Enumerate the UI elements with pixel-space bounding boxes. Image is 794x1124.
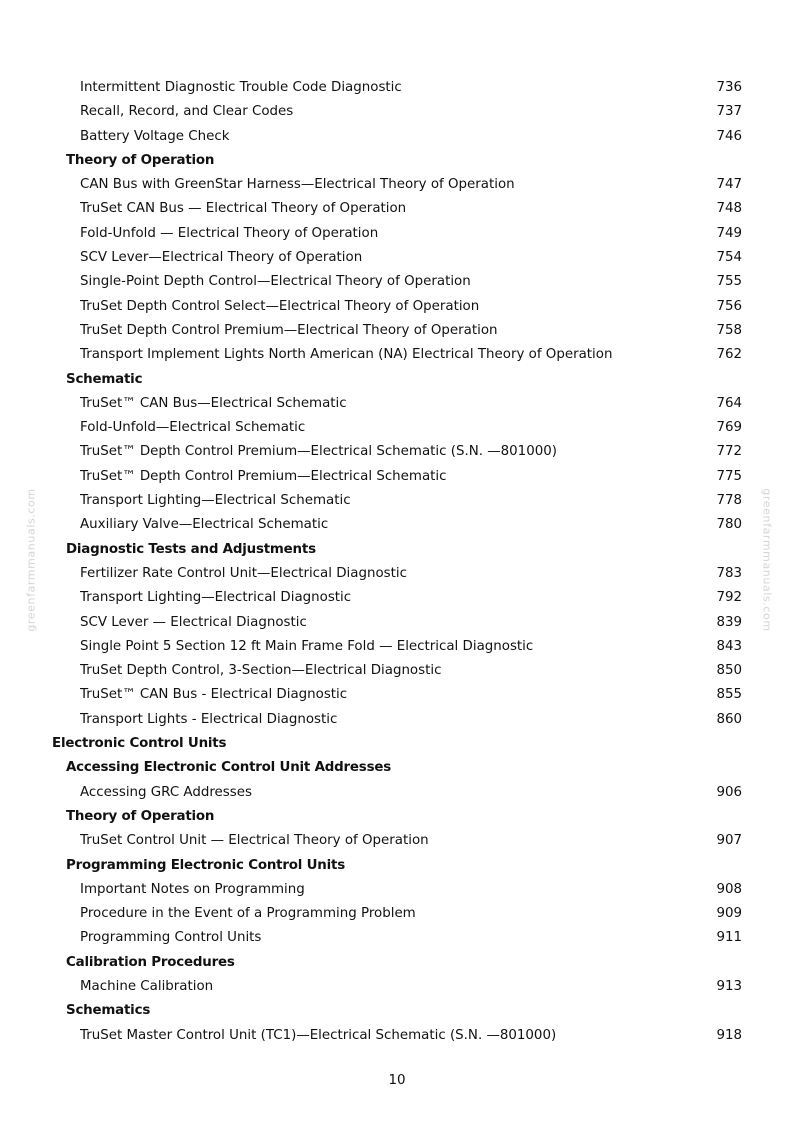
- toc-entry-page: 737: [716, 104, 742, 120]
- watermark-right: greenfarmmanuals.com: [760, 488, 774, 632]
- toc-entry[interactable]: [0, 222, 794, 246]
- toc-entry[interactable]: [0, 416, 794, 440]
- page-number: 10: [388, 1073, 406, 1088]
- toc-entry-page: 855: [716, 687, 742, 703]
- toc-entry-page: 772: [716, 444, 742, 460]
- toc-section-heading[interactable]: [0, 538, 794, 562]
- toc-entry[interactable]: [0, 586, 794, 610]
- toc-entry-title: Schematic: [66, 371, 143, 387]
- toc-entry-page: 911: [716, 930, 742, 946]
- toc-entry-title: SCV Lever — Electrical Diagnostic: [80, 614, 307, 630]
- toc-entry-page: 756: [716, 298, 742, 314]
- toc-entry[interactable]: [0, 489, 794, 513]
- toc-entry-title: TruSet Depth Control Select—Electrical Theory of Operation: [80, 298, 480, 314]
- toc-entry-title: Recall, Record, and Clear Codes: [80, 104, 294, 120]
- toc-entry[interactable]: [0, 781, 794, 805]
- toc-entry-title: Important Notes on Programming: [80, 881, 305, 897]
- toc-entry[interactable]: [0, 562, 794, 586]
- toc-entry-page: 754: [716, 250, 742, 266]
- toc-entry-title: Calibration Procedures: [66, 954, 235, 970]
- toc-entry-title: Transport Lighting—Electrical Schematic: [80, 493, 351, 509]
- toc-entry-title: Single Point 5 Section 12 ft Main Frame Fold — Electrical Diagnostic: [80, 638, 534, 654]
- toc-entry[interactable]: [0, 683, 794, 707]
- toc-entry[interactable]: [0, 76, 794, 100]
- toc-section-heading[interactable]: [0, 732, 794, 756]
- toc-entry-title: TruSet Depth Control Premium—Electrical Theory of Operation: [80, 322, 498, 338]
- toc-entry[interactable]: [0, 926, 794, 950]
- toc-entry-title: Fold-Unfold—Electrical Schematic: [80, 420, 306, 436]
- toc-entry-page: 758: [716, 322, 742, 338]
- toc-entry-page: 850: [716, 663, 742, 679]
- toc-entry[interactable]: [0, 319, 794, 343]
- toc-entry-title: Theory of Operation: [66, 152, 215, 168]
- toc-entry[interactable]: [0, 513, 794, 537]
- toc-entry-page: 748: [716, 201, 742, 217]
- toc-entry[interactable]: [0, 1024, 794, 1048]
- table-of-contents: [0, 76, 794, 1048]
- toc-entry-page: 918: [716, 1027, 742, 1043]
- toc-entry-title: TruSet Control Unit — Electrical Theory of Operation: [80, 833, 429, 849]
- toc-entry[interactable]: [0, 975, 794, 999]
- toc-entry-title: TruSet™ CAN Bus—Electrical Schematic: [80, 395, 347, 411]
- toc-entry[interactable]: [0, 465, 794, 489]
- toc-entry-title: Transport Implement Lights North American (NA) Electrical Theory of Operation: [80, 347, 613, 363]
- toc-section-heading[interactable]: [0, 368, 794, 392]
- toc-entry-title: Auxiliary Valve—Electrical Schematic: [80, 517, 329, 533]
- toc-entry[interactable]: [0, 270, 794, 294]
- toc-entry-title: Electronic Control Units: [52, 736, 227, 752]
- toc-entry-title: TruSet CAN Bus — Electrical Theory of Operation: [80, 201, 407, 217]
- toc-entry-page: 843: [716, 638, 742, 654]
- toc-entry-title: Diagnostic Tests and Adjustments: [66, 541, 316, 557]
- toc-entry[interactable]: [0, 878, 794, 902]
- toc-entry-title: Theory of Operation: [66, 808, 215, 824]
- toc-entry-title: Schematics: [66, 1003, 151, 1019]
- toc-entry[interactable]: [0, 611, 794, 635]
- toc-entry[interactable]: [0, 902, 794, 926]
- toc-entry-page: 908: [716, 881, 742, 897]
- toc-entry-title: SCV Lever—Electrical Theory of Operation: [80, 250, 363, 266]
- toc-entry-title: Machine Calibration: [80, 978, 214, 994]
- toc-section-heading[interactable]: [0, 805, 794, 829]
- toc-entry-page: 764: [716, 395, 742, 411]
- toc-entry[interactable]: [0, 659, 794, 683]
- toc-entry-title: Fertilizer Rate Control Unit—Electrical Diagnostic: [80, 565, 407, 581]
- toc-section-heading[interactable]: [0, 951, 794, 975]
- toc-entry-page: 909: [716, 906, 742, 922]
- toc-entry[interactable]: [0, 392, 794, 416]
- toc-entry-title: Single-Point Depth Control—Electrical Theory of Operation: [80, 274, 471, 290]
- toc-entry-title: TruSet™ Depth Control Premium—Electrical Schematic: [80, 468, 447, 484]
- toc-entry-title: Programming Control Units: [80, 930, 262, 946]
- toc-entry-title: Accessing Electronic Control Unit Addresses: [66, 760, 392, 776]
- toc-entry-title: Intermittent Diagnostic Trouble Code Diagnostic: [80, 80, 402, 95]
- toc-entry[interactable]: [0, 246, 794, 270]
- toc-entry-page: 860: [716, 711, 742, 727]
- toc-entry-title: CAN Bus with GreenStar Harness—Electrical Theory of Operation: [80, 177, 515, 193]
- toc-entry-title: Transport Lights - Electrical Diagnostic: [80, 711, 338, 727]
- toc-entry[interactable]: [0, 125, 794, 149]
- toc-entry-page: 780: [716, 517, 742, 533]
- toc-entry-page: 747: [716, 177, 742, 193]
- toc-section-heading[interactable]: [0, 756, 794, 780]
- toc-entry-page: 792: [716, 590, 742, 606]
- toc-entry-page: 762: [716, 347, 742, 363]
- toc-entry-page: 736: [716, 80, 742, 95]
- toc-entry-page: 783: [716, 565, 742, 581]
- toc-entry-title: Fold-Unfold — Electrical Theory of Operation: [80, 225, 379, 241]
- toc-entry[interactable]: [0, 197, 794, 221]
- toc-entry[interactable]: [0, 100, 794, 124]
- toc-entry[interactable]: [0, 440, 794, 464]
- toc-entry-title: Accessing GRC Addresses: [80, 784, 252, 800]
- toc-entry-page: 755: [716, 274, 742, 290]
- toc-entry-title: TruSet Depth Control, 3-Section—Electrical Diagnostic: [80, 663, 442, 679]
- toc-entry-page: 907: [716, 833, 742, 849]
- toc-entry-page: 906: [716, 784, 742, 800]
- toc-entry-title: Transport Lighting—Electrical Diagnostic: [80, 590, 352, 606]
- toc-entry-title: TruSet™ Depth Control Premium—Electrical Schematic (S.N. —801000): [80, 444, 557, 460]
- toc-entry-page: 839: [716, 614, 742, 630]
- watermark-left: greenfarmmanuals.com: [24, 488, 38, 632]
- toc-entry[interactable]: [0, 829, 794, 853]
- toc-entry-page: 913: [716, 978, 742, 994]
- toc-entry[interactable]: [0, 343, 794, 367]
- toc-entry-title: TruSet™ CAN Bus - Electrical Diagnostic: [80, 687, 348, 703]
- toc-entry-page: 778: [716, 493, 742, 509]
- toc-entry-title: Procedure in the Event of a Programming Problem: [80, 906, 416, 922]
- toc-entry[interactable]: [0, 708, 794, 732]
- toc-entry-title: TruSet Master Control Unit (TC1)—Electrical Schematic (S.N. —801000): [80, 1027, 557, 1043]
- toc-section-heading[interactable]: [0, 854, 794, 878]
- toc-entry-title: Battery Voltage Check: [80, 128, 230, 144]
- toc-section-heading[interactable]: [0, 999, 794, 1023]
- toc-entry[interactable]: [0, 635, 794, 659]
- toc-entry[interactable]: [0, 173, 794, 197]
- toc-entry-page: 746: [716, 128, 742, 144]
- toc-entry-title: Programming Electronic Control Units: [66, 857, 345, 873]
- toc-entry[interactable]: [0, 295, 794, 319]
- toc-section-heading[interactable]: [0, 149, 794, 173]
- toc-entry-page: 775: [716, 468, 742, 484]
- toc-entry-page: 769: [716, 420, 742, 436]
- toc-entry-page: 749: [716, 225, 742, 241]
